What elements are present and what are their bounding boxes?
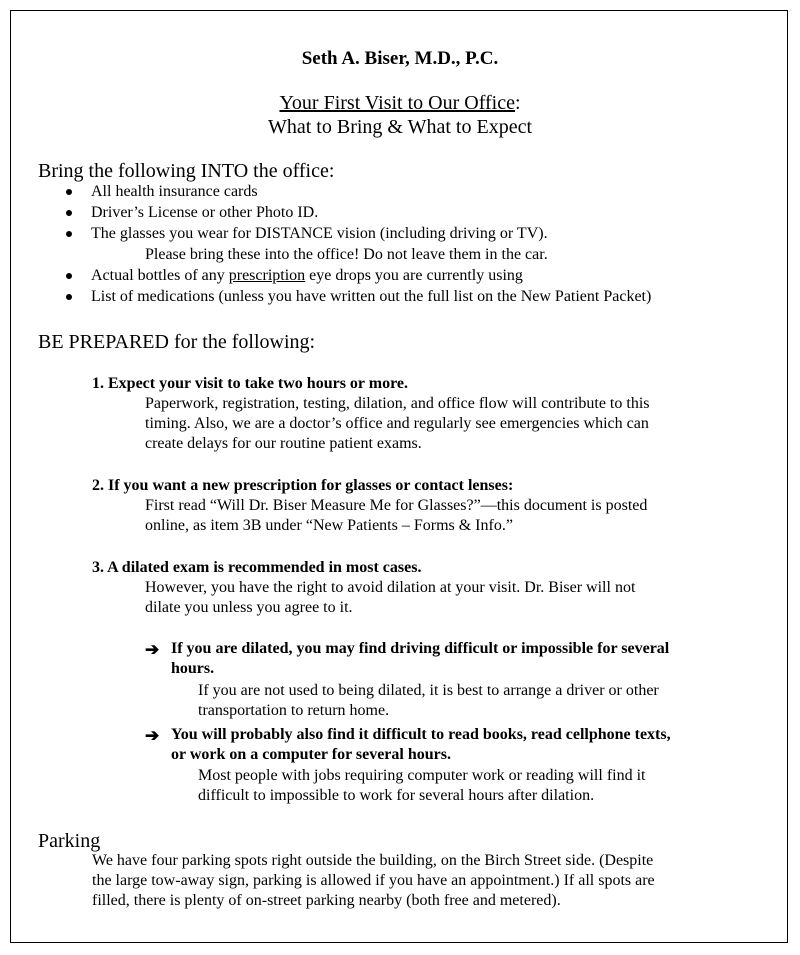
bring-item-eyedrops: [91, 268, 523, 284]
prepared-heading: BE PREPARED for the following:: [38, 331, 316, 353]
subtitle-underlined: Your First Visit to Our Office: [279, 92, 515, 114]
prepared-item2-line: online, as item 3B under “New Patients – Forms & Info.”: [145, 517, 513, 534]
bring-heading: Bring the following INTO the office:: [38, 160, 335, 182]
dilation-note2-title: or work on a computer for several hours.: [171, 746, 451, 763]
parking-line: We have four parking spots right outside the building, on the Birch Street side. (Despite: [92, 852, 654, 869]
dilation-note1-title: If you are dilated, you may find driving difficult or impossible for several: [171, 640, 670, 657]
arrow-right-icon: ➔: [145, 640, 160, 659]
prepared-item1-line: create delays for our routine patient exams.: [145, 435, 422, 452]
dilation-note2-line: Most people with jobs requiring computer work or reading will find it: [198, 767, 646, 784]
parking-line: the large tow-away sign, parking is allowed if you have an appointment.) If all spots are: [92, 872, 655, 889]
prepared-item1-line: Paperwork, registration, testing, dilation, and office flow will contribute to this: [145, 395, 650, 412]
document-page: [10, 10, 788, 943]
eyedrops-text-a: Actual bottles of any: [91, 267, 229, 284]
prepared-item1-title: 1. Expect your visit to take two hours or more.: [92, 375, 408, 392]
practice-name: Seth A. Biser, M.D., P.C.: [301, 48, 499, 69]
dilation-note1-title: hours.: [171, 660, 215, 677]
prepared-item1-line: timing. Also, we are a doctor’s office and regularly see emergencies which can: [145, 415, 649, 432]
bullet-icon: [66, 273, 72, 279]
eyedrops-text-b: eye drops you are currently using: [305, 267, 523, 284]
dilation-note1-line: If you are not used to being dilated, it is best to arrange a driver or other: [198, 682, 659, 699]
arrow-right-icon: ➔: [145, 726, 160, 745]
bring-item-insurance: All health insurance cards: [91, 183, 258, 200]
bring-item-license: Driver’s License or other Photo ID.: [91, 204, 319, 221]
prepared-item3-line: dilate you unless you agree to it.: [145, 599, 353, 616]
bring-item-glasses: The glasses you wear for DISTANCE vision (including driving or TV).: [91, 225, 548, 242]
prepared-item2-title: 2. If you want a new prescription for glasses or contact lenses:: [92, 477, 514, 494]
subtitle-colon: :: [514, 92, 521, 114]
bullet-icon: [66, 210, 72, 216]
parking-line: filled, there is plenty of on-street parking nearby (both free and metered).: [92, 892, 561, 909]
bullet-icon: [66, 231, 72, 237]
bullet-icon: [66, 294, 72, 300]
prepared-item3-line: However, you have the right to avoid dilation at your visit. Dr. Biser will not: [145, 579, 636, 596]
prepared-item3-title: 3. A dilated exam is recommended in most cases.: [92, 559, 422, 576]
bring-item-medications: List of medications (unless you have written out the full list on the New Patient Packet): [91, 288, 652, 305]
dilation-note2-title: You will probably also find it difficult to read books, read cellphone texts,: [171, 726, 671, 743]
parking-heading: Parking: [38, 830, 101, 852]
bring-item-glasses-note: Please bring these into the office! Do not leave them in the car.: [145, 246, 548, 263]
subtitle-line1: [11, 93, 789, 113]
prepared-item2-line: First read “Will Dr. Biser Measure Me for Glasses?”—this document is posted: [145, 497, 648, 514]
eyedrops-prescription: prescription: [228, 267, 306, 284]
dilation-note1-line: transportation to return home.: [198, 702, 390, 719]
bullet-icon: [66, 189, 72, 195]
dilation-note2-line: difficult to impossible to work for several hours after dilation.: [198, 787, 595, 804]
subtitle-line2: What to Bring & What to Expect: [267, 116, 532, 138]
